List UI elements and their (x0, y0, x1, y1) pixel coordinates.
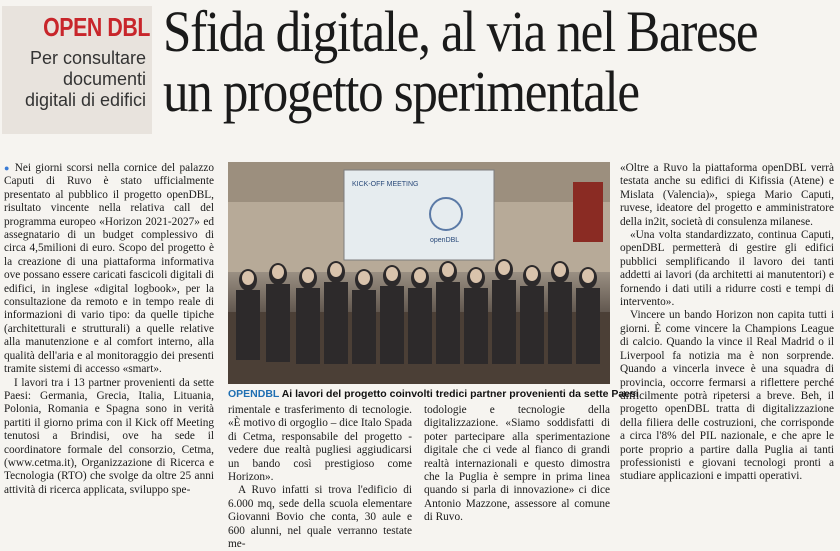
article-paragraph: «Una volta standardizzato, continua Caputi, openDBL permetterà di gestire gli edifici pubblici semplificando il lavoro dei tanti addetti ai lavori (da architetti ai manutentori) e fornendo i dati utili a ridurre costi e tempi di intervento». (620, 229, 834, 309)
kicker-subtitle (8, 48, 146, 111)
kicker-subtitle-line: Per consultare (29, 48, 146, 68)
photo-caption (228, 388, 639, 400)
bullet-icon: ● (4, 163, 15, 173)
caption-text: Ai lavori del progetto coinvolti tredici partner provenienti da sette Paesi (281, 388, 639, 400)
slide-brand: openDBL (430, 237, 460, 244)
event-photo (228, 162, 610, 384)
event-photo-illustration (228, 162, 610, 384)
headline (163, 2, 757, 122)
article-paragraph: I lavori tra i 13 partner provenienti da sette Paesi: Germania, Grecia, Italia, Lituania, Polonia, Romania e Spagna sono in verità partiti il giorno prima con il Kick off Meeting tenutosi a Brindisi, ove ha sede il coordinatore formale del consorzio, Cetma, (www.cetma.it), Organizzazione di Ricerca e Tecnologia (RTO) che svolge da oltre 25 anni attività di ricerca applicata, sviluppo spe- (4, 376, 214, 496)
article-column-3 (424, 404, 610, 525)
caption-tag: OPENDBL (228, 388, 280, 400)
article-paragraph: rimentale e trasferimento di tecnologie. «È motivo di orgoglio – dice Italo Spada di Cetma, responsabile del progetto - vedere due realtà pugliesi aggiudicarsi un bando così prestigioso come Horizon». (228, 404, 412, 484)
kicker-subtitle-line: documenti (62, 69, 146, 89)
article-paragraph: ● Nei giorni scorsi nella cornice del palazzo Caputi di Ruvo è stato ufficialmente presentato al pubblico il progetto openDBL, risultato vincente nella relativa call del programma europeo «Horizon 2021-2027» ed assegnatario di un budget complessivo di circa 4,5milioni di euro. Scopo del progetto è la creazione di una piattaforma informativa ove possano essere caricati fascicoli digitali di edifici, in inglese «digital logbook», per la consultazione da remoto e in tempo reale di informazioni di vario tipo: da quelle tipiche (architetturali e strutturali) a quelle relative alla manutenzione e al comfort interno, alla qualità dell'aria e al monitoraggio dei presenti tramite sistemi di accesso «smart». (4, 162, 214, 376)
article-paragraph: Vincere un bando Horizon non capita tutti i giorni. È come vincere la Champions League di calcio. Quando la vince il Real Madrid o il Liverpool fa notizia ma è non sorprende. Quando a vincerla invece è una squadra di provincia, occorre fermarsi a riflettere perché difficilmente potrà ripetersi a breve. Beh, il progetto openDBL tratta di digitalizzazione della filiera delle costruzioni, che corrisponde a circa l'8% del PIL nazionale, e che apre le porte proprio a partire dalla Puglia ai tanti professionisti e giovani tecnologi pronti a studiare applicazioni e impatti operativi. (620, 309, 834, 483)
article-column-4 (620, 162, 834, 484)
article-column-1 (4, 162, 214, 497)
headline-line: Sfida digitale, al via nel Barese (163, 0, 758, 64)
kicker-subtitle-line: digitali di edifici (24, 90, 146, 110)
article-paragraph: todologie e tecnologie della digitalizzazione. «Siamo soddisfatti di poter partecipare alla sperimentazione digitale che ci vede al fianco di grandi realtà internazionali e questo dimostra che la Puglia è sempre in prima linea quando si parla di innovazione» ci dice Antonio Mazzone, assessore al comune di Ruvo. (424, 404, 610, 524)
headline-line: un progetto sperimentale (163, 59, 639, 124)
article-paragraph: «Oltre a Ruvo la piattaforma openDBL verrà testata anche su edifici di Kifissia (Atene) e Mislata (Valencia)», spiega Mario Caputi, ruvese, ideatore del progetto e amministratore della in2it, società di consulenza milanese. (620, 162, 834, 228)
article-column-2 (228, 404, 412, 551)
kicker-label: OPEN DBL (43, 12, 150, 42)
article-paragraph: A Ruvo infatti si trova l'edificio di 6.000 mq, sede della scuola elementare Giovanni Bovio che conta, 30 aule e 600 alunni, nel quale verranno testate me- (228, 484, 412, 551)
slide-title: KICK-OFF MEETING (352, 181, 419, 188)
